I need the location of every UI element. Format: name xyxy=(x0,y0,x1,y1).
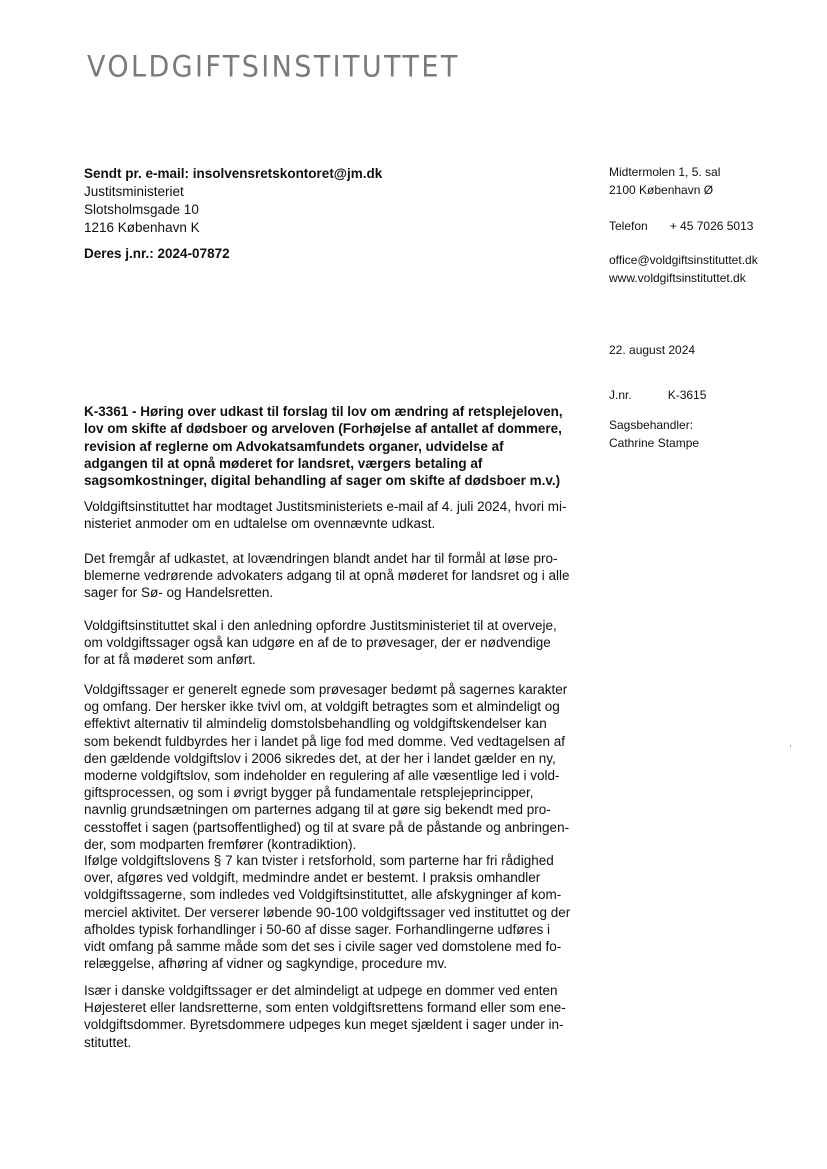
text-line: giftsprocessen, og som i øvrigt bygger på fundamentale retsplejeprincipper, xyxy=(84,785,534,801)
subject-line: sagsomkostninger, digital behandling af sager om skifte af dødsboer m.v.) xyxy=(84,473,561,489)
sender-contact xyxy=(609,251,758,287)
paragraph-6 xyxy=(84,982,566,1051)
phone-label: Telefon xyxy=(609,219,648,233)
recipient-city: 1216 København K xyxy=(84,220,200,235)
text-line: Det fremgår af udkastet, at lovændringen blandt andet har til formål at løse pro- xyxy=(84,551,558,566)
sender-address xyxy=(609,163,720,199)
case-handler-label: Sagsbehandler: xyxy=(609,418,694,432)
sender-street: Midtermolen 1, 5. sal xyxy=(609,165,721,179)
recipient-street: Slotsholmsgade 10 xyxy=(84,202,199,217)
text-line: over, afgøres ved voldgift, medmindre andet er bestemt. I praksis omhandler xyxy=(84,870,541,886)
text-line: navnlig grundsætningen om parternes adgang til at gøre sig bekendt med pro- xyxy=(84,802,551,818)
journal-number xyxy=(609,386,706,404)
subject-line: adgangen til at opnå møderet for landsret, værgers betaling af xyxy=(84,455,483,471)
text-line: nisteriet anmoder om en udtalelse om ovennævnte udkast. xyxy=(84,516,436,532)
paragraph-1 xyxy=(84,498,566,532)
text-line: moderne voldgiftslov, som indeholder en regulering af alle væsentlige led i vold- xyxy=(84,768,560,784)
text-line: blemerne vedrørende advokaters adgang til at opnå møderet for landsret og i alle xyxy=(84,568,570,584)
subject-line: revision af reglerne om Advokatsamfundets organer, udvidelse af xyxy=(84,438,504,454)
subject-line: K-3361 - Høring over udkast til forslag til lov om ændring af retsplejeloven, xyxy=(84,404,563,419)
text-line: relæggelse, afhøring af vidner og sagkyndige, procedure mv. xyxy=(84,956,447,972)
text-line: der, som modparten fremfører (kontradiktion). xyxy=(84,836,357,852)
sender-city: 2100 København Ø xyxy=(609,183,714,197)
subject-line: lov om skifte af dødsboer og arveloven (Forhøjelse af antallet af dommere, xyxy=(84,421,562,437)
sender-phone xyxy=(609,217,753,235)
text-line: sager for Sø- og Handelsretten. xyxy=(84,585,274,601)
text-line: voldgiftssagerne, som indledes ved Voldgiftsinstituttet, alle afskygninger af kom- xyxy=(84,887,562,903)
text-line: Voldgiftssager er generelt egnede som prøvesager bedømt på sagernes karakter xyxy=(84,682,568,697)
text-line: effektivt alternativ til almindelig domstolsbehandling og voldgiftskendelser kan xyxy=(84,716,547,732)
text-line: vidt omfang på samme måde som det ses i civile sager ved domstolene med fo- xyxy=(84,939,562,955)
sender-website: www.voldgiftsinstituttet.dk xyxy=(609,271,746,285)
recipient-name: Justitsministeriet xyxy=(84,184,184,199)
text-line: Især i danske voldgiftssager er det almindeligt at udpege en dommer ved enten xyxy=(84,983,558,998)
text-line: Ifølge voldgiftslovens § 7 kan tvister i retsforhold, som parterne har fri rådighed xyxy=(84,853,554,868)
phone-number: + 45 7026 5013 xyxy=(669,219,754,233)
text-line: Højesteret eller landsretterne, som enten voldgiftsrettens formand eller som ene- xyxy=(84,1000,566,1016)
text-line: Voldgiftsinstituttet skal i den anledning opfordre Justitsministeriet til at overveje, xyxy=(84,618,557,633)
jnr-value: K-3615 xyxy=(667,388,707,402)
subject-heading xyxy=(84,403,584,489)
letter-date: 22. august 2024 xyxy=(609,343,696,357)
text-line: og omfang. Der hersker ikke tvivl om, at voldgift betragtes som et almindeligt og xyxy=(84,699,560,715)
reference-number: Deres j.nr.: 2024-07872 xyxy=(84,246,230,261)
text-line: afholdes typisk forhandlinger i 50-60 af disse sager. Forhandlingerne udføres i xyxy=(84,921,551,937)
text-line: cesstoffet i sagen (partsoffentlighed) og til at svare på de påstande og anbringen- xyxy=(84,819,570,835)
paragraph-5 xyxy=(84,852,570,972)
paragraph-2 xyxy=(84,550,570,602)
logo-wordmark: VOLDGIFTSINSTITUTTET xyxy=(87,50,460,85)
sender-email: office@voldgiftsinstituttet.dk xyxy=(609,253,758,267)
text-line: den gældende voldgiftslov i 2006 sikredes det, at der her i landet gælder en ny, xyxy=(84,750,556,766)
text-line: voldgiftsdommer. Byretsdommere udpeges kun meget sjældent i sager under in- xyxy=(84,1017,564,1033)
jnr-label: J.nr. xyxy=(609,388,632,402)
case-handler-name: Cathrine Stampe xyxy=(609,436,700,450)
text-line: for at få møderet som anført. xyxy=(84,652,256,668)
case-handler xyxy=(609,416,699,452)
paragraph-3 xyxy=(84,617,557,669)
text-line: som bekendt fuldbyrdes her i landet på lige fod med domme. Ved vedtagelsen af xyxy=(84,733,566,749)
text-line: Voldgiftsinstituttet har modtaget Justitsministeriets e-mail af 4. juli 2024, hvori mi- xyxy=(84,499,567,514)
scan-mark xyxy=(790,745,791,747)
recipient-block xyxy=(84,165,382,237)
sent-by-email-line: Sendt pr. e-mail: insolvensretskontoret@jm.dk xyxy=(84,166,383,181)
paragraph-4 xyxy=(84,681,569,853)
text-line: merciel aktivitet. Der verserer løbende 90-100 voldgiftssager ved instituttet og der xyxy=(84,904,571,920)
text-line: om voldgiftssager også kan udgøre en af de to prøvesager, der er nødvendige xyxy=(84,635,551,651)
text-line: stituttet. xyxy=(84,1034,132,1050)
